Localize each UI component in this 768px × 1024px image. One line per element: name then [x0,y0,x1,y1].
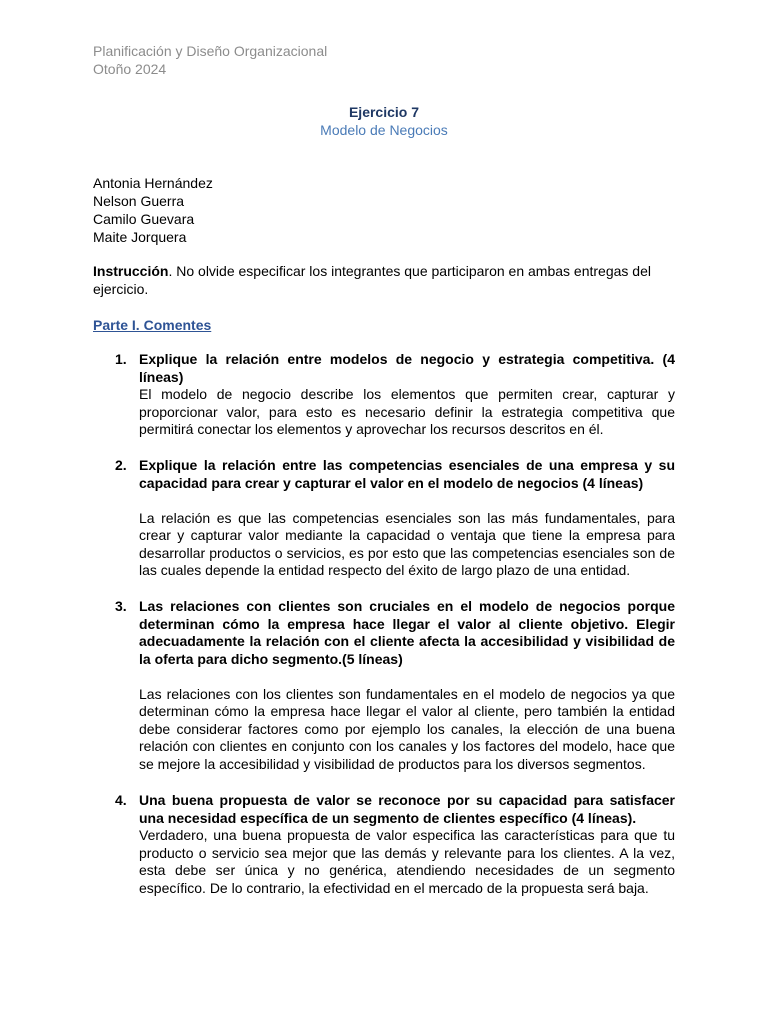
exercise-title: Ejercicio 7 [348,104,420,120]
authors-list [93,174,213,246]
answer-text: Verdadero, una buena propuesta de valor especifica las características para que tu producto o servicio sea mejor que las demás y relevante para los clientes. A la vez, esta debe ser única y no genérica, atendiendo necesidades de un segmento específico. De lo contrario, la efectividad en el mercado de la propuesta será baja. [139,827,675,896]
document-header [93,43,327,78]
instruction-label: Instrucción [93,263,169,279]
question-item [115,351,675,439]
instruction-text: . No olvide especificar los integrantes que participaron en ambas entregas del ejercicio. [93,263,651,297]
term: Otoño 2024 [93,60,167,77]
question-item [115,457,675,580]
author-name: Camilo Guevara [93,211,195,227]
question-number: 1. [115,351,127,367]
answer-text: El modelo de negocio describe los elementos que permiten crear, capturar y proporcionar valor, para esto es necesario definir la estrategia competitiva que permitirá conectar los elementos y aprovechar los recursos descritos en él. [139,386,675,437]
question-text: Explique la relación entre las competencias esenciales de una empresa y su capacidad para crear y capturar el valor en el modelo de negocios (4 líneas) [139,457,675,491]
course-name: Planificación y Diseño Organizacional [93,43,328,59]
instruction [93,263,675,298]
answer-text: La relación es que las competencias esenciales son las más fundamentales, para crear y capturar valor mediante la capacidad o ventaja que tiene la empresa para desarrollar productos o servicios, es por esto que las competencias esenciales son de las cuales depende la entidad respecto del éxito de largo plazo de una entidad. [139,509,675,578]
answer-text: Las relaciones con los clientes son fundamentales en el modelo de negocios ya que determinan cómo la empresa hace llegar el valor al cliente, pero también la entidad debe considerar factores como por ejemplo los canales, la elección de una buena relación con clientes en conjunto con los canales y los factores del modelo, hace que se mejore la accesibilidad y visibilidad de productos para los diversos segmentos. [139,685,675,772]
author-name: Antonia Hernández [93,175,213,191]
question-number: 2. [115,457,127,473]
question-number: 4. [115,792,127,808]
section-heading: Parte I. Comentes [93,317,212,333]
question-item [115,598,675,773]
question-text: Explique la relación entre modelos de negocio y estrategia competitiva. (4 líneas) [139,351,675,385]
author-name: Nelson Guerra [93,193,185,209]
exercise-subtitle: Modelo de Negocios [320,122,448,138]
author-name: Maite Jorquera [93,229,187,245]
question-text: Las relaciones con clientes son cruciales en el modelo de negocios porque determinan cómo la empresa hace llegar el valor al cliente objetivo. Elegir adecuadamente la relación con el cliente afecta la accesibilidad y visibilidad de la oferta para dicho segmento.(5 líneas) [139,598,675,667]
question-item [115,792,675,897]
question-text: Una buena propuesta de valor se reconoce por su capacidad para satisfacer una necesidad específica de un segmento de clientes específico (4 líneas). [139,792,675,826]
question-number: 3. [115,598,127,614]
